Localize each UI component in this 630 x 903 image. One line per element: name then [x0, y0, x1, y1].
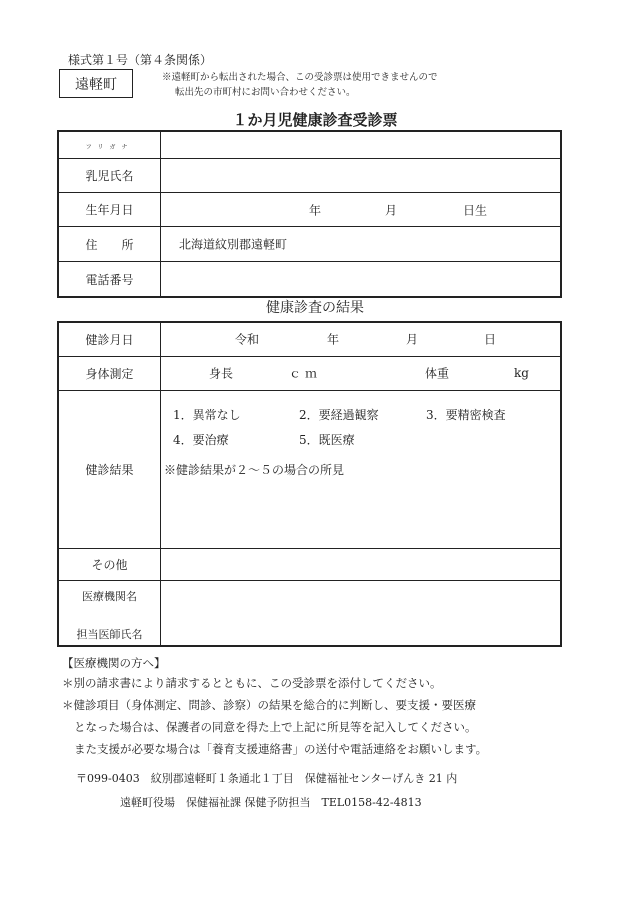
dob-label: 生年月日	[58, 193, 161, 227]
option-treatment[interactable]: 4．要治療	[173, 432, 229, 447]
option-follow-up[interactable]: 2．要経過観察	[299, 407, 379, 422]
dob-field[interactable]	[161, 193, 562, 227]
other-label: その他	[58, 548, 161, 580]
height-label: 身長	[209, 366, 234, 381]
exam-month-label: 月	[406, 332, 419, 347]
measurement-field[interactable]	[161, 356, 562, 390]
result-field[interactable]	[161, 390, 562, 548]
results-title: 健康診査の結果	[266, 300, 364, 316]
footer-address: 〒099-0403 紋別郡遠軽町１条通北１丁目 保健福祉センターげんき 21 内	[76, 772, 458, 785]
notice-line-2: 転出先の市町村にお問い合わせください。	[175, 87, 356, 98]
weight-label: 体重	[425, 366, 450, 381]
footer-line-2: ＊健診項目（身体測定、問診、診察）の結果を総合的に判断し、要支援・要医療	[62, 698, 476, 712]
footer-line-4: また支援が必要な場合は「養育支援連絡書」の送付や電話連絡をお願いします。	[74, 742, 488, 756]
measurement-label: 身体測定	[58, 356, 161, 390]
form-id: 様式第１号（第４条関係）	[68, 53, 213, 67]
town-name-box: 遠軽町	[59, 69, 133, 98]
relocation-notice	[162, 70, 438, 100]
institution-label: 医療機関名	[82, 589, 137, 603]
option-detailed-exam[interactable]: 3．要精密検査	[426, 407, 506, 422]
dob-day-label: 日生	[463, 203, 488, 217]
address-label: 住 所	[58, 227, 161, 262]
exam-year-label: 年	[327, 332, 340, 347]
era-label: 令和	[235, 332, 260, 347]
institution-labels	[58, 580, 161, 646]
option-under-care[interactable]: 5．既医療	[299, 432, 355, 447]
child-name-field[interactable]	[161, 159, 562, 193]
child-info-table	[57, 130, 562, 298]
exam-date-label: 健診月日	[58, 322, 161, 356]
other-field[interactable]	[161, 548, 562, 580]
weight-unit: kg	[514, 366, 529, 380]
doctor-label: 担当医師氏名	[76, 627, 143, 641]
exam-results-table	[57, 321, 562, 647]
institution-field[interactable]	[161, 580, 562, 646]
option-normal[interactable]: 1．異常なし	[173, 407, 241, 422]
height-unit: ｃｍ	[289, 366, 322, 381]
phone-field[interactable]	[161, 262, 562, 298]
exam-day-label: 日	[484, 332, 497, 347]
form-title: １か月児健康診査受診票	[232, 111, 398, 129]
footer-title: 【医療機関の方へ】	[62, 656, 166, 670]
footer-line-1: ＊別の請求書により請求するとともに、この受診票を添付してください。	[62, 676, 442, 690]
child-name-label: 乳児氏名	[58, 159, 161, 193]
address-value: 北海道紋別郡遠軽町	[179, 237, 288, 252]
phone-label: 電話番号	[58, 262, 161, 298]
result-label: 健診結果	[58, 390, 161, 548]
address-field[interactable]	[161, 227, 562, 262]
furigana-field[interactable]	[161, 131, 562, 159]
dob-month-label: 月	[385, 203, 398, 217]
exam-date-field[interactable]	[161, 322, 562, 356]
findings-note: ※健診結果が２～５の場合の所見	[164, 462, 345, 477]
dob-year-label: 年	[309, 203, 322, 217]
furigana-label: フリガナ	[58, 131, 161, 159]
footer-contact: 遠軽町役場 保健福祉課 保健予防担当 TEL0158-42-4813	[120, 796, 422, 809]
notice-line-1: ※遠軽町から転出された場合、この受診票は使用できませんので	[162, 72, 438, 83]
footer-line-3: となった場合は、保護者の同意を得た上で上記に所見等を記入してください。	[74, 720, 477, 734]
